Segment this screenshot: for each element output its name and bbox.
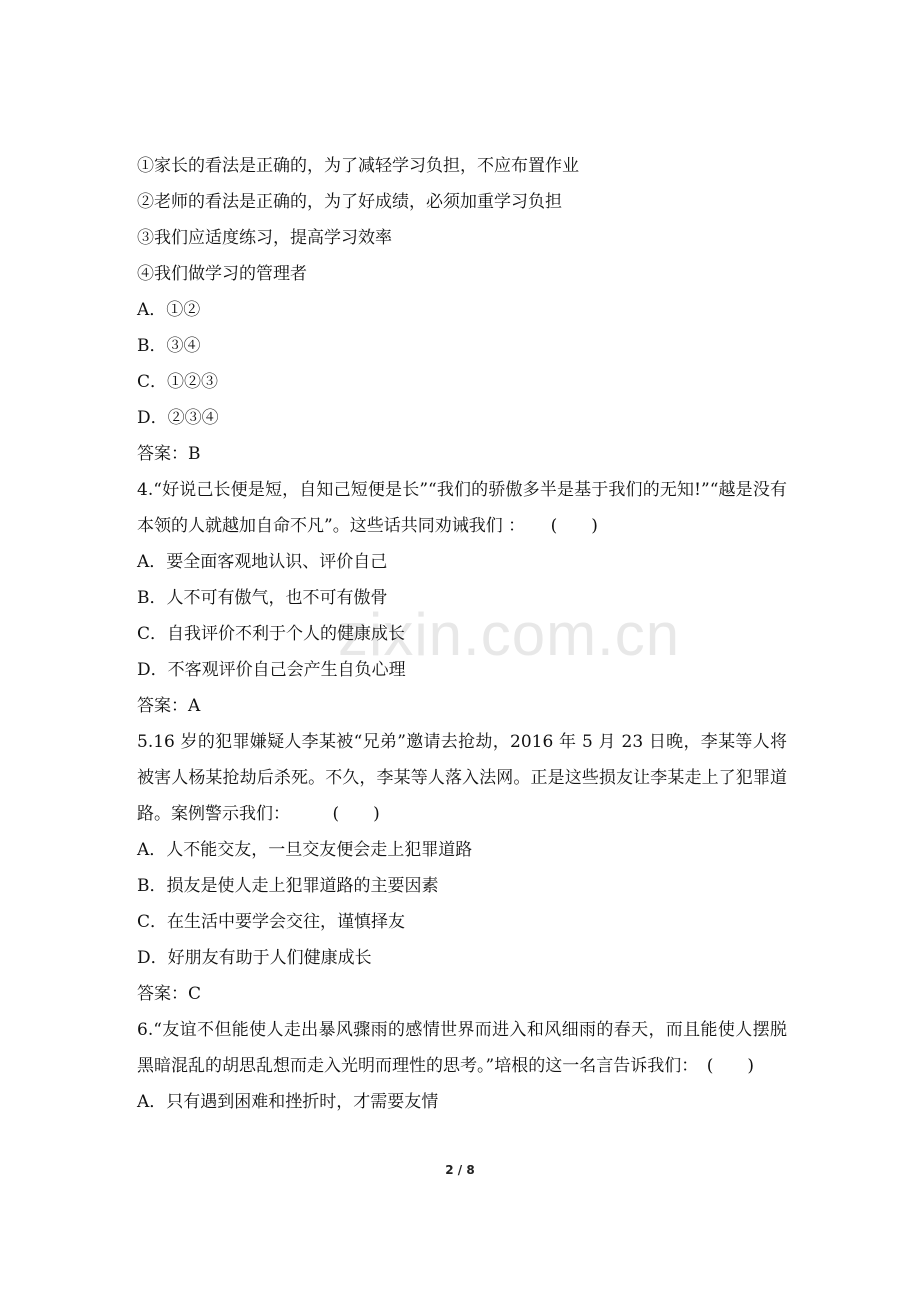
page-number: 2 / 8	[445, 1163, 475, 1177]
statement-1: ①家长的看法是正确的，为了减轻学习负担，不应布置作业	[137, 156, 579, 176]
statement-4: ④我们做学习的管理者	[137, 264, 307, 284]
q5-option-a: A．人不能交友，一旦交友便会走上犯罪道路	[137, 840, 473, 860]
q5-answer: 答案：C	[137, 984, 202, 1004]
q4-answer: 答案：A	[137, 696, 201, 716]
q4-option-c: C．自我评价不利于个人的健康成长	[137, 624, 406, 644]
q3-option-d: D．②③④	[137, 408, 219, 428]
q4-option-b: B．人不可有傲气，也不可有傲骨	[137, 588, 388, 608]
q5-option-c: C．在生活中要学会交往，谨慎择友	[137, 912, 406, 932]
q4-stem: 4.“好说己长便是短，自知己短便是长”“我们的骄傲多半是基于我们的无知!”“越是没有本领的人就越加自命不凡”。这些话共同劝诫我们 ： ( )	[137, 480, 787, 536]
q3-option-b: B．③④	[137, 336, 201, 356]
watermark: zixin.com.cn	[338, 601, 681, 668]
q4-option-a: A．要全面客观地认识、评价自己	[137, 552, 388, 572]
statement-3: ③我们应适度练习，提高学习效率	[137, 228, 392, 248]
q5-option-d: D．好朋友有助于人们健康成长	[137, 948, 372, 968]
q3-option-c: C．①②③	[137, 372, 219, 392]
statement-2: ②老师的看法是正确的，为了好成绩，必须加重学习负担	[137, 192, 562, 212]
q3-option-a: A．①②	[137, 300, 201, 320]
q6-stem: 6.“友谊不但能使人走出暴风骤雨的感情世界而进入和风细雨的春天，而且能使人摆脱黑暗混乱的胡思乱想而走入光明而理性的思考。”培根的这一名言告诉我们： ( )	[137, 1020, 787, 1076]
q5-stem: 5.16 岁的犯罪嫌疑人李某被“兄弟”邀请去抢劫，2016 年 5 月 23 日晚，李某等人将被害人杨某抢劫后杀死。不久，李某等人落入法网。正是这些损友让李某走上了犯罪道路。案例警示我们： ( )	[137, 732, 787, 824]
q5-option-b: B．损友是使人走上犯罪道路的主要因素	[137, 876, 439, 896]
question-content	[137, 148, 787, 1120]
q3-answer: 答案：B	[137, 444, 201, 464]
q6-option-a: A．只有遇到困难和挫折时，才需要友情	[137, 1092, 439, 1112]
q4-option-d: D．不客观评价自己会产生自负心理	[137, 660, 406, 680]
